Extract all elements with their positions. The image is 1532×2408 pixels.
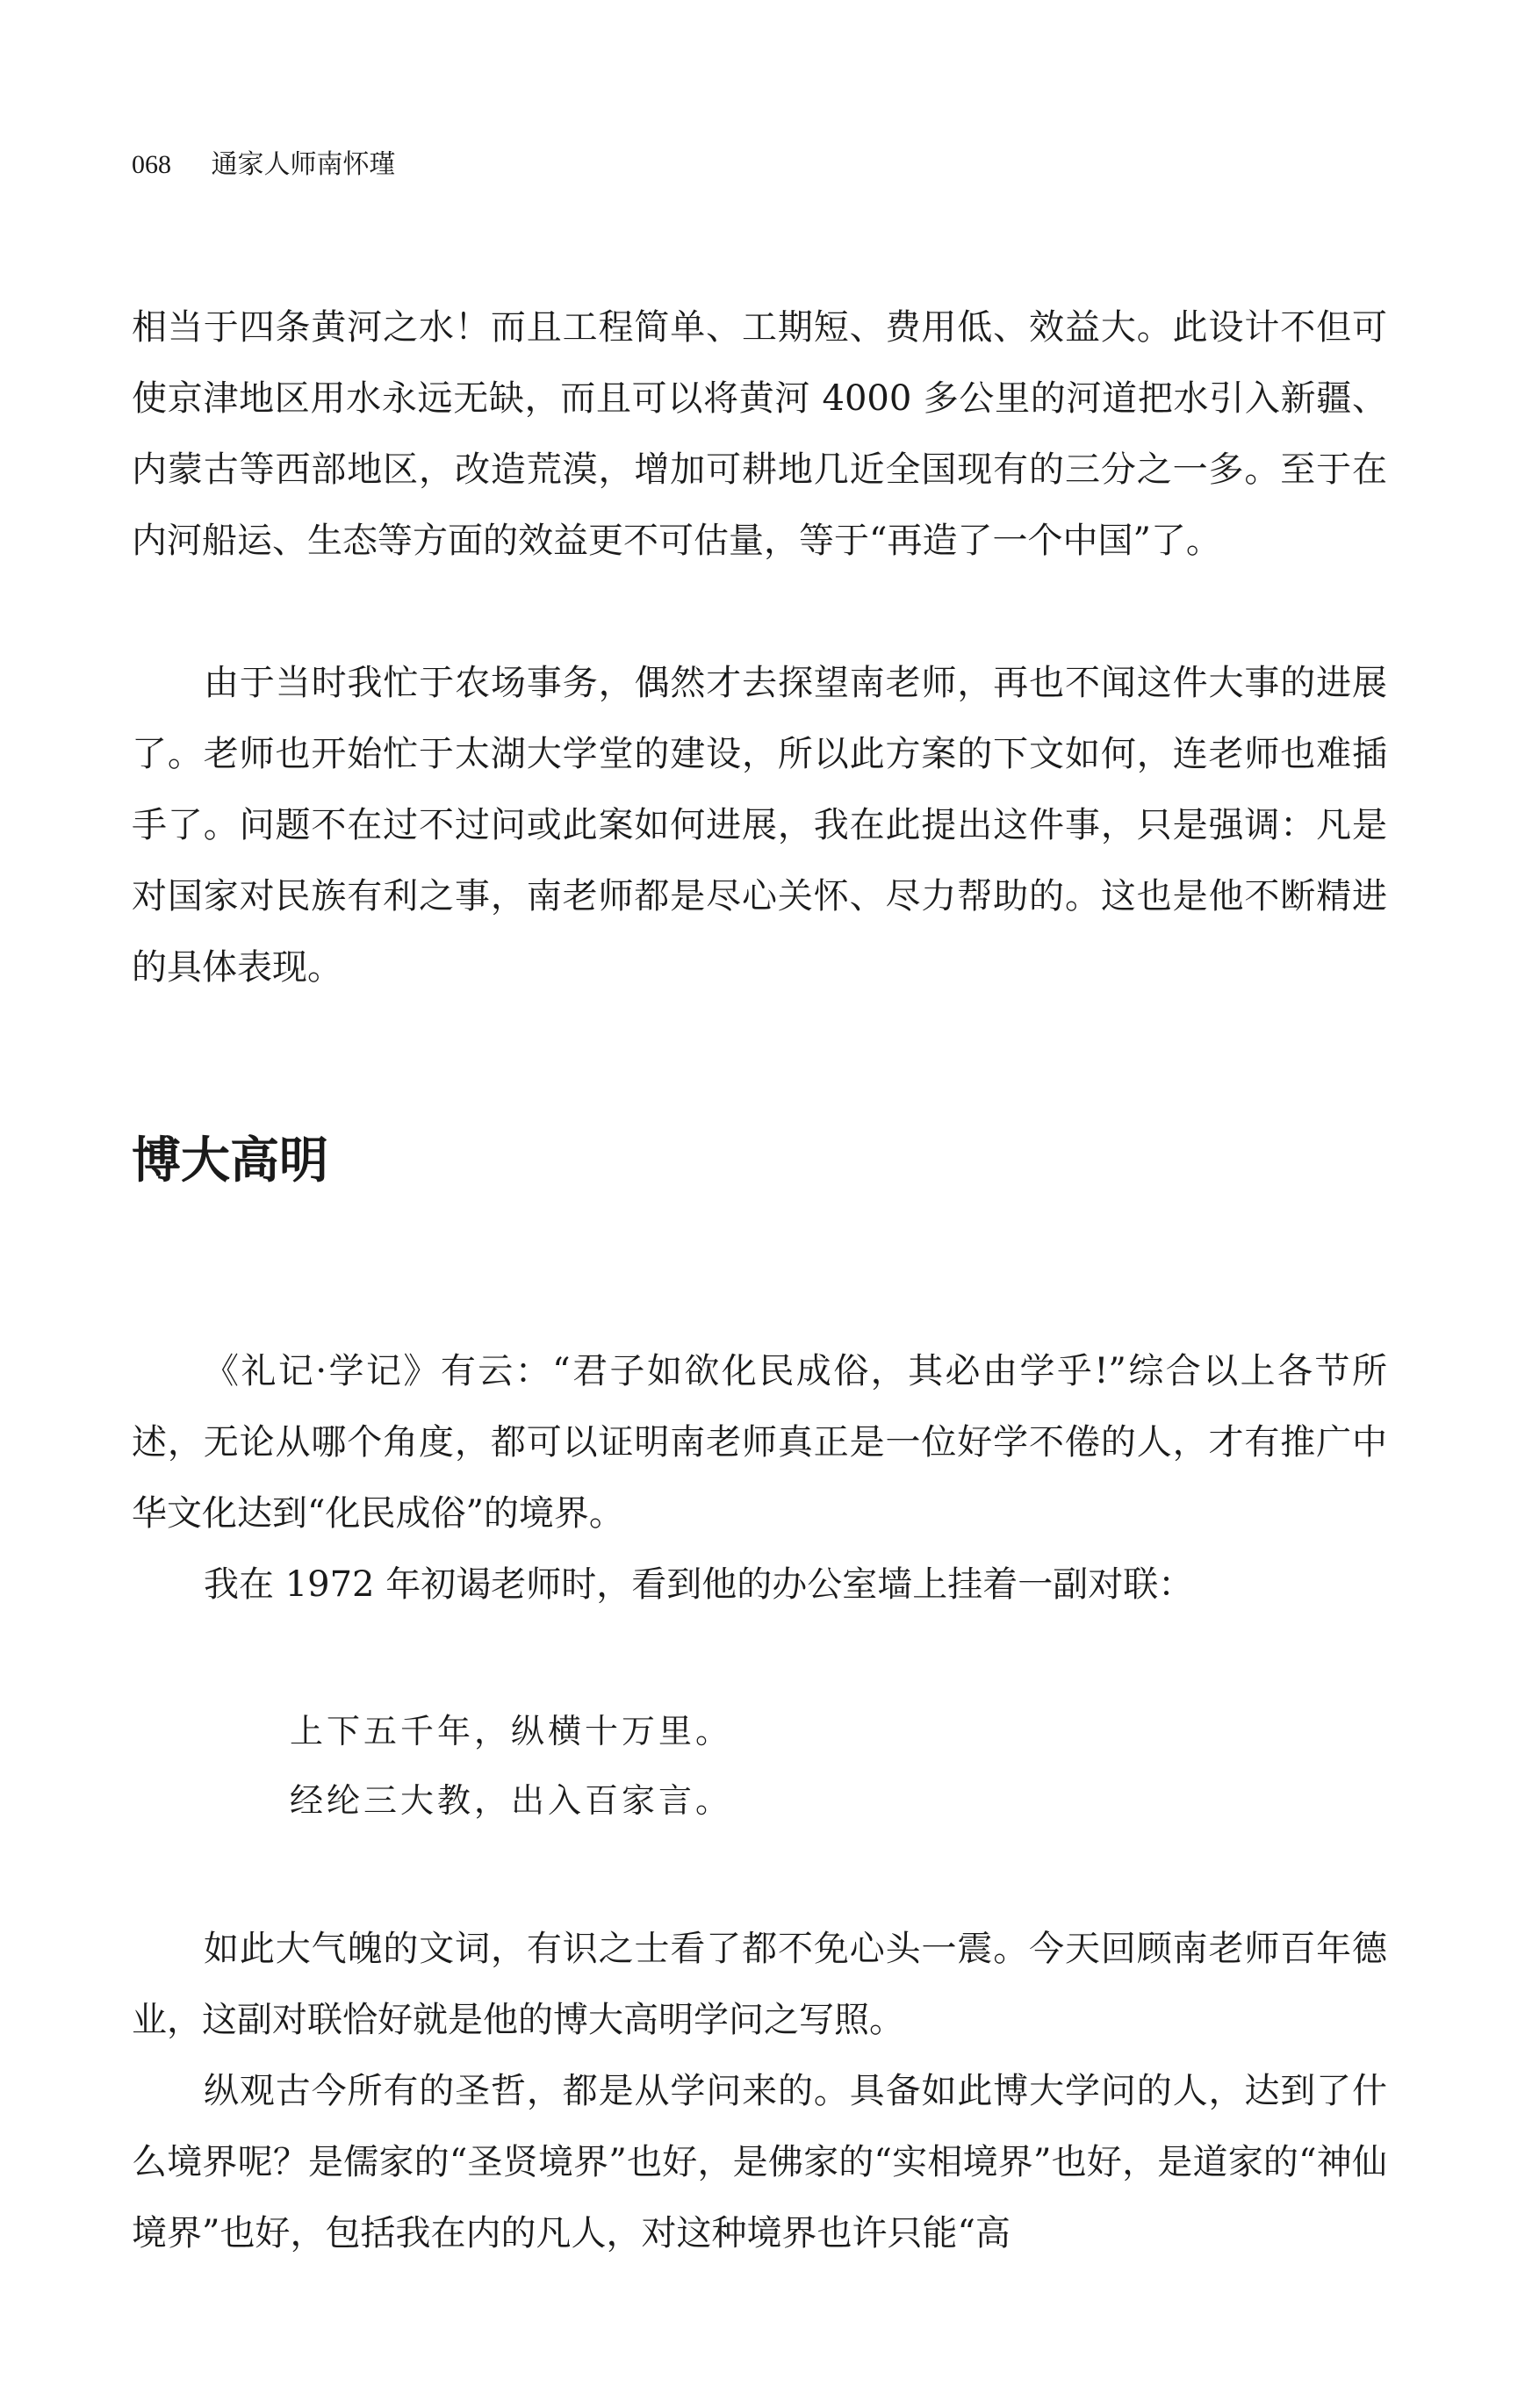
- couplet-line: 上下五千年，纵横十万里。: [290, 1712, 733, 1750]
- paragraph-continued: 相当于四条黄河之水！而且工程简单、工期短、费用低、效益大。此设计不但可使京津地区用水永远无缺，而且可以将黄河 4000 多公里的河道把水引入新疆、内蒙古等西部地区，改造荒漠，增加可耕地几近全国现有的三分之一多。至于在内河船运、生态等方面的效益更不可估量，等于“再造了一个中国”了。: [132, 307, 1387, 561]
- page-header: [132, 147, 396, 183]
- paragraph: 如此大气魄的文词，有识之士看了都不免心头一震。今天回顾南老师百年德业，这副对联恰好就是他的博大高明学问之写照。: [132, 1929, 1387, 2040]
- couplet-line: 经纶三大教，出入百家言。: [290, 1781, 733, 1820]
- section-heading: 博大高明: [132, 1132, 328, 1190]
- paragraph: 我在 1972 年初谒老师时，看到他的办公室墙上挂着一副对联：: [204, 1564, 1194, 1605]
- paragraph: 由于当时我忙于农场事务，偶然才去探望南老师，再也不闻这件大事的进展了。老师也开始忙于太湖大学堂的建设，所以此方案的下文如何，连老师也难插手了。问题不在过不过问或此案如何进展，我在此提出这件事，只是强调：凡是对国家对民族有利之事，南老师都是尽心关怀、尽力帮助的。这也是他不断精进的具体表现。: [132, 663, 1387, 988]
- running-title: 通家人师南怀瑾: [211, 149, 396, 180]
- page-number: 068: [132, 150, 171, 179]
- paragraph: 纵观古今所有的圣哲，都是从学问来的。具备如此博大学问的人，达到了什么境界呢？是儒家的“圣贤境界”也好，是佛家的“实相境界”也好，是道家的“神仙境界”也好，包括我在内的凡人，对这种境界也许只能“高: [132, 2071, 1387, 2253]
- paragraph: 《礼记·学记》有云：“君子如欲化民成俗，其必由学乎!”综合以上各节所述，无论从哪个角度，都可以证明南老师真正是一位好学不倦的人，才有推广中华文化达到“化民成俗”的境界。: [132, 1351, 1387, 1534]
